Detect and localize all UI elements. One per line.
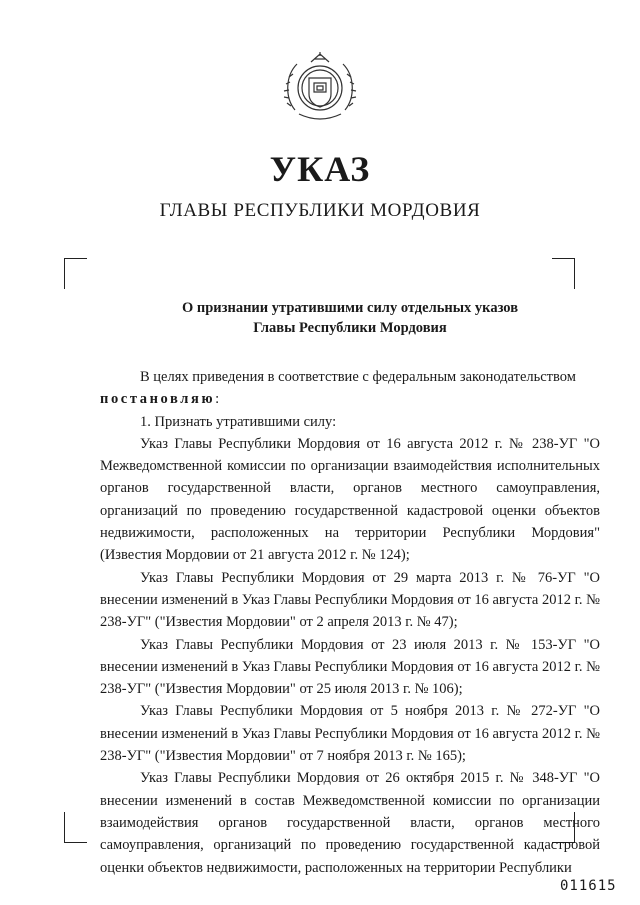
decree-word: постановляю: xyxy=(100,391,220,408)
corner-mark-top-right xyxy=(552,258,575,289)
clause-paragraph: 1. Признать утратившими силу: xyxy=(140,413,337,430)
heading-line: Главы Республики Мордовия xyxy=(253,320,447,336)
document-subtitle: ГЛАВЫ РЕСПУБЛИКИ МОРДОВИЯ xyxy=(159,200,481,221)
corner-mark-bottom-left xyxy=(64,812,87,843)
repealed-decree-paragraph: Указ Главы Республики Мордовия от 5 ноября 2013 г. № 272-УГ "О внесении изменений в Указ Главы Республики Мордовия от 16 августа 2012 г. № 238-УГ" ("Известия Мордовии" от 7 ноября 2013 г. № 165); xyxy=(100,703,600,765)
decree-body xyxy=(100,366,600,879)
serial-number: 011615 xyxy=(560,878,617,894)
decree-heading xyxy=(100,298,600,338)
repealed-decree-paragraph: Указ Главы Республики Мордовия от 16 августа 2012 г. № 238-УГ "О Межведомственной комиссии по организации взаимодействия исполнительных органов государственной власти, органов местного самоуправления, организаций по проведению государственной кадастровой оценки объектов недвижимости, расположенных на территории Республики Мордовия" (Известия Мордовии от 21 августа 2012 г. № 124); xyxy=(100,435,600,564)
preamble-paragraph: В целях приведения в соответствие с федеральным законодательством xyxy=(140,369,576,385)
document-title: УКАЗ xyxy=(269,149,371,189)
repealed-decree-paragraph: Указ Главы Республики Мордовия от 26 октября 2015 г. № 348-УГ "О внесении изменений в состав Межведомственной комиссии по организации взаимодействия органов государственной власти, органов местного самоуправления, организаций по проведению государственной кадастровой оценки объектов недвижимости, расположенных на территории Республики xyxy=(100,770,600,876)
heading-line: О признании утратившими силу отдельных указов xyxy=(181,300,519,316)
coat-of-arms-emblem xyxy=(281,48,359,128)
repealed-decree-paragraph: Указ Главы Республики Мордовия от 29 марта 2013 г. № 76-УГ "О внесении изменений в Указ Главы Республики Мордовия от 16 августа 2012 г. № 238-УГ" ("Известия Мордовии" от 2 апреля 2013 г. № 47); xyxy=(100,569,600,631)
repealed-decree-paragraph: Указ Главы Республики Мордовия от 23 июля 2013 г. № 153-УГ "О внесении изменений в Указ Главы Республики Мордовия от 16 августа 2012 г. № 238-УГ" ("Известия Мордовии" от 25 июля 2013 г. № 106); xyxy=(100,636,600,698)
corner-mark-top-left xyxy=(64,258,87,289)
